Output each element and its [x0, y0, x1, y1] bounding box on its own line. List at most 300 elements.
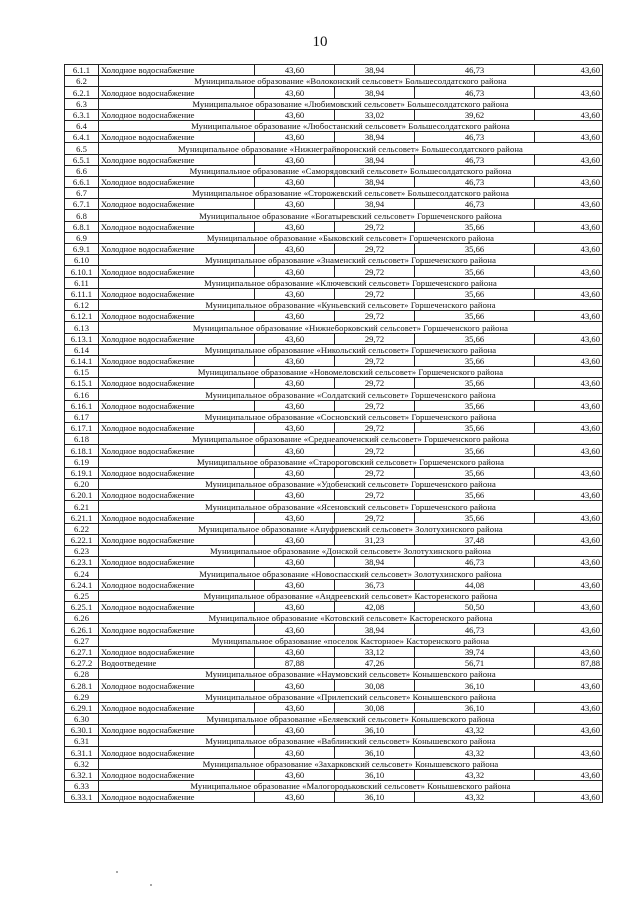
service-name: Холодное водоснабжение: [99, 109, 255, 120]
tariff-value: 44,08: [415, 579, 535, 590]
tariff-value: 46,73: [415, 87, 535, 98]
service-name: Холодное водоснабжение: [99, 725, 255, 736]
tariff-value: 46,73: [415, 176, 535, 187]
service-name: Холодное водоснабжение: [99, 579, 255, 590]
tariff-value: 43,60: [255, 199, 335, 210]
table-row: [65, 65, 603, 76]
tariff-value: 43,32: [415, 792, 535, 803]
table-row: [65, 579, 603, 590]
municipality-title: Муниципальное образование «Ваблинский сельсовет» Конышевского района: [99, 736, 603, 747]
tariff-value: 43,60: [535, 602, 603, 613]
tariff-value: 43,60: [535, 445, 603, 456]
row-number: 6.10.1: [65, 266, 99, 277]
municipality-title: Муниципальное образование «Старороговский сельсовет» Горшеченского района: [99, 456, 603, 467]
tariff-value: 38,94: [335, 557, 415, 568]
row-number: 6.11: [65, 277, 99, 288]
row-number: 6.18.1: [65, 445, 99, 456]
tariff-value: 43,60: [535, 680, 603, 691]
municipality-title: Муниципальное образование «Малогородьковский сельсовет» Конышевского района: [99, 781, 603, 792]
row-number: 6.18: [65, 434, 99, 445]
tariff-value: 30,08: [335, 702, 415, 713]
municipality-title: Муниципальное образование «Ануфриевский сельсовет» Золотухинского района: [99, 523, 603, 534]
tariff-value: 35,66: [415, 445, 535, 456]
service-name: Холодное водоснабжение: [99, 490, 255, 501]
tariff-value: 87,88: [255, 657, 335, 668]
row-number: 6.1.1: [65, 65, 99, 76]
table-row: [65, 423, 603, 434]
tariff-value: 43,60: [535, 490, 603, 501]
row-number: 6.23.1: [65, 557, 99, 568]
tariff-value: 43,60: [255, 221, 335, 232]
municipality-row: [65, 367, 603, 378]
municipality-title: Муниципальное образование «поселок Касторное» Касторенского района: [99, 635, 603, 646]
tariff-value: 36,10: [335, 725, 415, 736]
row-number: 6.9.1: [65, 244, 99, 255]
municipality-title: Муниципальное образование «Наумовский сельсовет» Конышевского района: [99, 669, 603, 680]
tariff-value: 31,23: [335, 534, 415, 545]
tariff-value: 35,66: [415, 288, 535, 299]
tariff-value: 29,72: [335, 221, 415, 232]
tariff-value: 35,66: [415, 378, 535, 389]
tariff-value: 43,60: [535, 423, 603, 434]
tariff-value: 43,60: [255, 333, 335, 344]
row-number: 6.7: [65, 188, 99, 199]
row-number: 6.33.1: [65, 792, 99, 803]
tariff-value: 38,94: [335, 132, 415, 143]
municipality-row: [65, 456, 603, 467]
row-number: 6.26: [65, 613, 99, 624]
table-row: [65, 154, 603, 165]
municipality-row: [65, 546, 603, 557]
tariff-value: 43,60: [255, 534, 335, 545]
municipality-title: Муниципальное образование «Андреевский сельсовет» Касторенского района: [99, 590, 603, 601]
municipality-title: Муниципальное образование «Сторожевский сельсовет» Большесолдатского района: [99, 188, 603, 199]
tariff-value: 43,60: [255, 87, 335, 98]
municipality-title: Муниципальное образование «Донской сельсовет» Золотухинского района: [99, 546, 603, 557]
municipality-row: [65, 389, 603, 400]
municipality-row: [65, 98, 603, 109]
tariff-value: 43,60: [535, 154, 603, 165]
municipality-title: Муниципальное образование «Никольский сельсовет» Горшеченского района: [99, 344, 603, 355]
tariff-value: 38,94: [335, 199, 415, 210]
municipality-row: [65, 76, 603, 87]
municipality-row: [65, 590, 603, 601]
row-number: 6.13: [65, 322, 99, 333]
tariff-table-body: [65, 65, 603, 803]
municipality-row: [65, 669, 603, 680]
row-number: 6.3: [65, 98, 99, 109]
municipality-title: Муниципальное образование «Беляевский сельсовет» Конышевского района: [99, 713, 603, 724]
municipality-title: Муниципальное образование «Саморядовский сельсовет» Большесолдатского района: [99, 165, 603, 176]
tariff-value: 43,60: [255, 154, 335, 165]
tariff-value: 29,72: [335, 445, 415, 456]
table-row: [65, 132, 603, 143]
service-name: Холодное водоснабжение: [99, 680, 255, 691]
table-row: [65, 624, 603, 635]
tariff-value: 29,72: [335, 378, 415, 389]
tariff-value: 43,60: [535, 646, 603, 657]
tariff-value: 35,66: [415, 333, 535, 344]
table-row: [65, 467, 603, 478]
tariff-value: 33,12: [335, 646, 415, 657]
row-number: 6.33: [65, 781, 99, 792]
tariff-value: 87,88: [535, 657, 603, 668]
table-row: [65, 602, 603, 613]
tariff-value: 46,73: [415, 65, 535, 76]
tariff-value: 43,60: [255, 311, 335, 322]
municipality-title: Муниципальное образование «Богатыревский сельсовет» Горшеченского района: [99, 210, 603, 221]
tariff-value: 36,10: [335, 769, 415, 780]
row-number: 6.28.1: [65, 680, 99, 691]
municipality-row: [65, 691, 603, 702]
service-name: Холодное водоснабжение: [99, 199, 255, 210]
tariff-value: 30,08: [335, 680, 415, 691]
tariff-value: 43,60: [255, 646, 335, 657]
municipality-row: [65, 434, 603, 445]
tariff-value: 43,60: [535, 702, 603, 713]
row-number: 6.32.1: [65, 769, 99, 780]
municipality-row: [65, 188, 603, 199]
tariff-value: 43,60: [535, 199, 603, 210]
row-number: 6.17: [65, 411, 99, 422]
table-row: [65, 534, 603, 545]
table-row: [65, 355, 603, 366]
tariff-value: 43,60: [255, 702, 335, 713]
municipality-title: Муниципальное образование «Котовский сельсовет» Касторенского района: [99, 613, 603, 624]
row-number: 6.32: [65, 758, 99, 769]
row-number: 6.24.1: [65, 579, 99, 590]
tariff-value: 43,60: [255, 490, 335, 501]
service-name: Холодное водоснабжение: [99, 87, 255, 98]
tariff-value: 43,60: [255, 445, 335, 456]
row-number: 6.30: [65, 713, 99, 724]
row-number: 6.23: [65, 546, 99, 557]
municipality-row: [65, 758, 603, 769]
tariff-value: 43,60: [535, 65, 603, 76]
service-name: Холодное водоснабжение: [99, 355, 255, 366]
tariff-value: 43,60: [535, 792, 603, 803]
row-number: 6.30.1: [65, 725, 99, 736]
tariff-value: 43,60: [535, 244, 603, 255]
tariff-value: 43,60: [255, 176, 335, 187]
tariff-value: 46,73: [415, 557, 535, 568]
row-number: 6.6.1: [65, 176, 99, 187]
row-number: 6.15.1: [65, 378, 99, 389]
municipality-row: [65, 120, 603, 131]
tariff-value: 43,60: [535, 221, 603, 232]
row-number: 6.21: [65, 501, 99, 512]
row-number: 6.2: [65, 76, 99, 87]
tariff-value: 29,72: [335, 490, 415, 501]
tariff-value: 43,60: [255, 680, 335, 691]
service-name: Холодное водоснабжение: [99, 378, 255, 389]
municipality-row: [65, 210, 603, 221]
table-row: [65, 311, 603, 322]
municipality-row: [65, 478, 603, 489]
tariff-value: 46,73: [415, 154, 535, 165]
service-name: Водоотведение: [99, 657, 255, 668]
service-name: Холодное водоснабжение: [99, 132, 255, 143]
tariff-value: 43,60: [535, 557, 603, 568]
row-number: 6.24: [65, 568, 99, 579]
row-number: 6.2.1: [65, 87, 99, 98]
tariff-value: 43,60: [255, 288, 335, 299]
tariff-table: [64, 64, 603, 803]
tariff-value: 35,66: [415, 400, 535, 411]
municipality-title: Муниципальное образование «Волоконский сельсовет» Большесолдатского района: [99, 76, 603, 87]
row-number: 6.11.1: [65, 288, 99, 299]
tariff-value: 43,60: [535, 624, 603, 635]
tariff-value: 43,60: [255, 65, 335, 76]
row-number: 6.3.1: [65, 109, 99, 120]
tariff-value: 43,60: [535, 176, 603, 187]
tariff-value: 43,60: [535, 311, 603, 322]
municipality-row: [65, 277, 603, 288]
row-number: 6.27: [65, 635, 99, 646]
tariff-value: 43,60: [255, 378, 335, 389]
municipality-title: Муниципальное образование «Ключевский сельсовет» Горшеченского района: [99, 277, 603, 288]
service-name: Холодное водоснабжение: [99, 221, 255, 232]
municipality-title: Муниципальное образование «Солдатский сельсовет» Горшеченского района: [99, 389, 603, 400]
tariff-value: 38,94: [335, 624, 415, 635]
municipality-row: [65, 322, 603, 333]
service-name: Холодное водоснабжение: [99, 154, 255, 165]
municipality-title: Муниципальное образование «Прилепский сельсовет» Конышевского района: [99, 691, 603, 702]
tariff-value: 43,60: [535, 579, 603, 590]
tariff-value: 43,60: [535, 534, 603, 545]
tariff-value: 29,72: [335, 512, 415, 523]
municipality-title: Муниципальное образование «Любостанский сельсовет» Большесолдатского района: [99, 120, 603, 131]
row-number: 6.29.1: [65, 702, 99, 713]
service-name: Холодное водоснабжение: [99, 400, 255, 411]
service-name: Холодное водоснабжение: [99, 423, 255, 434]
tariff-value: 42,08: [335, 602, 415, 613]
tariff-value: 46,73: [415, 199, 535, 210]
tariff-value: 29,72: [335, 311, 415, 322]
municipality-row: [65, 411, 603, 422]
municipality-row: [65, 299, 603, 310]
tariff-value: 43,60: [255, 747, 335, 758]
table-row: [65, 792, 603, 803]
service-name: Холодное водоснабжение: [99, 512, 255, 523]
row-number: 6.22: [65, 523, 99, 534]
table-row: [65, 490, 603, 501]
tariff-value: 35,66: [415, 244, 535, 255]
tariff-value: 50,50: [415, 602, 535, 613]
row-number: 6.28: [65, 669, 99, 680]
table-row: [65, 244, 603, 255]
municipality-title: Муниципальное образование «Нижнеграйворонский сельсовет» Большесолдатского района: [99, 143, 603, 154]
tariff-value: 36,10: [335, 747, 415, 758]
row-number: 6.27.1: [65, 646, 99, 657]
municipality-title: Муниципальное образование «Знаменский сельсовет» Горшеченского района: [99, 255, 603, 266]
row-number: 6.14: [65, 344, 99, 355]
tariff-value: 43,60: [255, 355, 335, 366]
row-number: 6.25: [65, 590, 99, 601]
tariff-value: 56,71: [415, 657, 535, 668]
tariff-value: 43,60: [255, 602, 335, 613]
municipality-title: Муниципальное образование «Нижнеборковский сельсовет» Горшеченского района: [99, 322, 603, 333]
table-row: [65, 702, 603, 713]
tariff-value: 35,66: [415, 355, 535, 366]
tariff-value: 37,48: [415, 534, 535, 545]
row-number: 6.20: [65, 478, 99, 489]
service-name: Холодное водоснабжение: [99, 244, 255, 255]
municipality-title: Муниципальное образование «Любимовский сельсовет» Большесолдатского района: [99, 98, 603, 109]
tariff-value: 47,26: [335, 657, 415, 668]
municipality-row: [65, 501, 603, 512]
tariff-value: 35,66: [415, 423, 535, 434]
tariff-value: 43,60: [535, 109, 603, 120]
municipality-row: [65, 344, 603, 355]
tariff-value: 43,60: [255, 624, 335, 635]
row-number: 6.31.1: [65, 747, 99, 758]
service-name: Холодное водоснабжение: [99, 624, 255, 635]
row-number: 6.6: [65, 165, 99, 176]
tariff-value: 46,73: [415, 132, 535, 143]
service-name: Холодное водоснабжение: [99, 602, 255, 613]
tariff-value: 43,60: [255, 132, 335, 143]
table-row: [65, 646, 603, 657]
row-number: 6.14.1: [65, 355, 99, 366]
tariff-value: 35,66: [415, 512, 535, 523]
tariff-value: 43,60: [255, 266, 335, 277]
tariff-value: 46,73: [415, 624, 535, 635]
tariff-value: 43,60: [255, 423, 335, 434]
row-number: 6.5.1: [65, 154, 99, 165]
municipality-title: Муниципальное образование «Быковский сельсовет» Горшеченского района: [99, 232, 603, 243]
tariff-value: 36,10: [415, 680, 535, 691]
municipality-row: [65, 568, 603, 579]
table-row: [65, 557, 603, 568]
service-name: Холодное водоснабжение: [99, 702, 255, 713]
tariff-value: 29,72: [335, 288, 415, 299]
tariff-value: 43,32: [415, 769, 535, 780]
municipality-row: [65, 713, 603, 724]
tariff-value: 29,72: [335, 333, 415, 344]
municipality-row: [65, 143, 603, 154]
tariff-value: 43,60: [255, 244, 335, 255]
municipality-title: Муниципальное образование «Сосновский сельсовет» Горшеченского района: [99, 411, 603, 422]
municipality-row: [65, 736, 603, 747]
municipality-row: [65, 255, 603, 266]
row-number: 6.29: [65, 691, 99, 702]
tariff-value: 36,10: [415, 702, 535, 713]
scan-speck: [150, 884, 152, 886]
tariff-value: 36,73: [335, 579, 415, 590]
table-row: [65, 87, 603, 98]
row-number: 6.9: [65, 232, 99, 243]
tariff-value: 35,66: [415, 221, 535, 232]
row-number: 6.15: [65, 367, 99, 378]
service-name: Холодное водоснабжение: [99, 747, 255, 758]
municipality-title: Муниципальное образование «Новоспасский сельсовет» Золотухинского района: [99, 568, 603, 579]
tariff-value: 29,72: [335, 423, 415, 434]
municipality-row: [65, 232, 603, 243]
row-number: 6.20.1: [65, 490, 99, 501]
row-number: 6.19.1: [65, 467, 99, 478]
tariff-value: 43,32: [415, 747, 535, 758]
row-number: 6.31: [65, 736, 99, 747]
service-name: Холодное водоснабжение: [99, 646, 255, 657]
table-row: [65, 725, 603, 736]
tariff-value: 43,60: [535, 512, 603, 523]
service-name: Холодное водоснабжение: [99, 445, 255, 456]
row-number: 6.10: [65, 255, 99, 266]
service-name: Холодное водоснабжение: [99, 65, 255, 76]
table-row: [65, 512, 603, 523]
tariff-value: 43,60: [535, 355, 603, 366]
table-row: [65, 378, 603, 389]
municipality-title: Муниципальное образование «Среднеапоченский сельсовет» Горшеченского района: [99, 434, 603, 445]
tariff-value: 43,60: [255, 400, 335, 411]
row-number: 6.5: [65, 143, 99, 154]
tariff-value: 43,60: [535, 333, 603, 344]
municipality-title: Муниципальное образование «Куньевский сельсовет» Горшеченского района: [99, 299, 603, 310]
municipality-row: [65, 635, 603, 646]
row-number: 6.19: [65, 456, 99, 467]
table-row: [65, 109, 603, 120]
municipality-row: [65, 165, 603, 176]
table-row: [65, 266, 603, 277]
table-row: [65, 288, 603, 299]
table-row: [65, 747, 603, 758]
row-number: 6.26.1: [65, 624, 99, 635]
tariff-value: 43,60: [535, 132, 603, 143]
tariff-value: 43,60: [255, 769, 335, 780]
tariff-value: 29,72: [335, 467, 415, 478]
row-number: 6.27.2: [65, 657, 99, 668]
municipality-title: Муниципальное образование «Удобенский сельсовет» Горшеченского района: [99, 478, 603, 489]
table-row: [65, 680, 603, 691]
table-row: [65, 445, 603, 456]
row-number: 6.8: [65, 210, 99, 221]
tariff-value: 38,94: [335, 176, 415, 187]
tariff-value: 43,60: [535, 400, 603, 411]
tariff-value: 35,66: [415, 311, 535, 322]
tariff-value: 43,60: [535, 87, 603, 98]
service-name: Холодное водоснабжение: [99, 333, 255, 344]
tariff-value: 43,60: [535, 467, 603, 478]
row-number: 6.8.1: [65, 221, 99, 232]
tariff-value: 43,60: [535, 747, 603, 758]
tariff-value: 43,60: [535, 725, 603, 736]
tariff-value: 29,72: [335, 266, 415, 277]
table-row: [65, 176, 603, 187]
tariff-value: 35,66: [415, 490, 535, 501]
tariff-value: 35,66: [415, 467, 535, 478]
table-row: [65, 333, 603, 344]
row-number: 6.4.1: [65, 132, 99, 143]
scan-speck: [116, 871, 118, 873]
tariff-value: 29,72: [335, 355, 415, 366]
page-number: 10: [312, 34, 328, 50]
tariff-value: 29,72: [335, 400, 415, 411]
municipality-title: Муниципальное образование «Ясеновский сельсовет» Горшеченского района: [99, 501, 603, 512]
service-name: Холодное водоснабжение: [99, 534, 255, 545]
table-row: [65, 769, 603, 780]
tariff-value: 43,60: [255, 557, 335, 568]
tariff-value: 43,60: [255, 792, 335, 803]
service-name: Холодное водоснабжение: [99, 266, 255, 277]
service-name: Холодное водоснабжение: [99, 557, 255, 568]
row-number: 6.4: [65, 120, 99, 131]
tariff-value: 43,60: [535, 288, 603, 299]
row-number: 6.16: [65, 389, 99, 400]
row-number: 6.21.1: [65, 512, 99, 523]
tariff-value: 43,60: [255, 512, 335, 523]
tariff-value: 43,60: [255, 467, 335, 478]
